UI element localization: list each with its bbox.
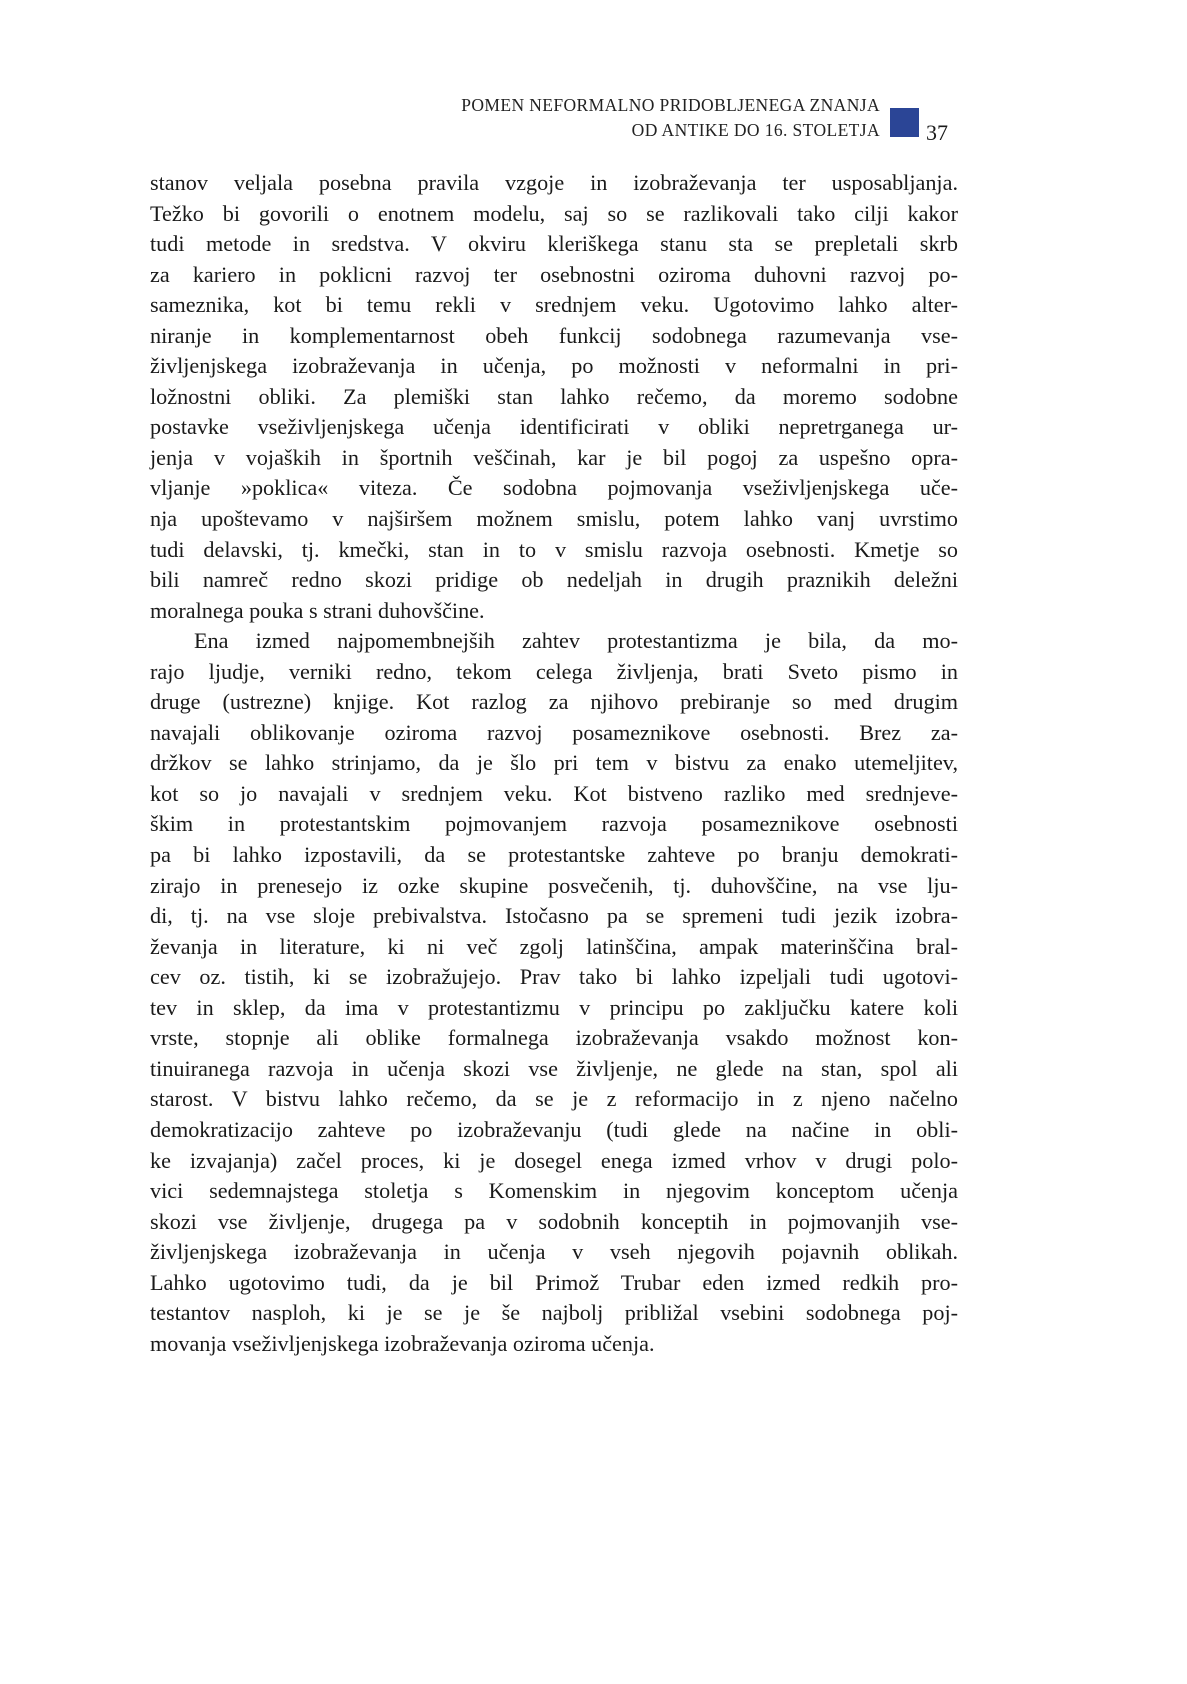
text-line: postavke vseživljenjskega učenja identificirati v obliki nepretrganega ur- — [150, 414, 958, 440]
text-line: ževanja in literature, ki ni več zgolj latinščina, ampak materinščina bral- — [150, 933, 958, 959]
text-line: navajali oblikovanje oziroma razvoj posameznikove osebnosti. Brez za- — [150, 719, 958, 745]
text-line: di, tj. na vse sloje prebivalstva. Istočasno pa se spremeni tudi jezik izobra- — [150, 903, 958, 929]
text-line: Ena izmed najpomembnejših zahtev protestantizma je bila, da mo- — [194, 628, 958, 654]
text-line: moralnega pouka s strani duhovščine. — [150, 597, 485, 623]
text-line: niranje in komplementarnost obeh funkcij sodobnega razumevanja vse- — [150, 322, 958, 348]
text-line: testantov nasploh, ki je se je še najbolj približal vsebini sodobnega poj- — [150, 1300, 958, 1326]
text-line: vljanje »poklica« viteza. Če sodobna pojmovanja vseživljenjskega uče- — [150, 475, 958, 501]
blue-square-marker-icon — [890, 108, 919, 137]
running-title-line1: POMEN NEFORMALNO PRIDOBLJENEGA ZNANJA — [461, 95, 880, 115]
text-line: Težko bi govorili o enotnem modelu, saj so se razlikovali tako cilji kakor — [150, 200, 958, 226]
text-line: ložnostni obliki. Za plemiški stan lahko rečemo, da moremo sodobne — [150, 383, 958, 409]
text-line: movanja vseživljenjskega izobraževanja oziroma učenja. — [150, 1330, 655, 1356]
text-line: nja upoštevamo v najširšem možnem smislu, potem lahko vanj uvrstimo — [150, 506, 958, 532]
text-line: cev oz. tistih, ki se izobražujejo. Prav tako bi lahko izpeljali tudi ugotovi- — [150, 964, 958, 990]
text-line: starost. V bistvu lahko rečemo, da se je z reformacijo in z njeno načelno — [150, 1086, 958, 1112]
text-line: jenja v vojaških in športnih veščinah, kar je bil pogoj za uspešno opra- — [150, 444, 958, 470]
text-line: demokratizacijo zahteve po izobraževanju (tudi glede na načine in obli- — [150, 1116, 958, 1142]
text-line: kot so jo navajali v srednjem veku. Kot bistveno razliko med srednjeve- — [150, 780, 958, 806]
text-line: vici sedemnajstega stoletja s Komenskim in njegovim konceptom učenja — [150, 1178, 958, 1204]
text-line: pa bi lahko izpostavili, da se protestantske zahteve po branju demokrati- — [150, 842, 958, 868]
text-line: druge (ustrezne) knjige. Kot razlog za njihovo prebiranje so med drugim — [150, 689, 958, 715]
text-line: bili namreč redno skozi pridige ob nedeljah in drugih praznikih deležni — [150, 567, 958, 593]
text-line: Lahko ugotovimo tudi, da je bil Primož Trubar eden izmed redkih pro- — [150, 1269, 958, 1295]
text-line: življenjskega izobraževanja in učenja v vseh njegovih pojavnih oblikah. — [150, 1239, 958, 1265]
text-line: rajo ljudje, verniki redno, tekom celega življenja, brati Sveto pismo in — [150, 658, 958, 684]
text-line: ke izvajanja) začel proces, ki je dosegel enega izmed vrhov v drugi polo- — [150, 1147, 958, 1173]
running-title-line2: OD ANTIKE DO 16. STOLETJA — [631, 120, 880, 140]
text-line: sameznika, kot bi temu rekli v srednjem veku. Ugotovimo lahko alter- — [150, 292, 958, 318]
running-head — [461, 93, 880, 143]
text-line: za kariero in poklicni razvoj ter osebnostni oziroma duhovni razvoj po- — [150, 261, 958, 287]
text-line: tudi delavski, tj. kmečki, stan in to v smislu razvoja osebnosti. Kmetje so — [150, 536, 958, 562]
text-line: držkov se lahko strinjamo, da je šlo pri tem v bistvu za enako utemeljitev, — [150, 750, 958, 776]
text-line: tev in sklep, da ima v protestantizmu v principu po zaključku katere koli — [150, 994, 958, 1020]
paragraph — [150, 626, 958, 1359]
text-line: škim in protestantskim pojmovanjem razvoja posameznikove osebnosti — [150, 811, 958, 837]
text-line: skozi vse življenje, drugega pa v sodobnih konceptih in pojmovanjih vse- — [150, 1208, 958, 1234]
text-line: tinuiranega razvoja in učenja skozi vse življenje, ne glede na stan, spol ali — [150, 1055, 958, 1081]
body-text — [150, 168, 958, 1359]
text-line: tudi metode in sredstva. V okviru kleriškega stanu sta se prepletali skrb — [150, 231, 958, 257]
text-line: vrste, stopnje ali oblike formalnega izobraževanja vsakdo možnost kon- — [150, 1025, 958, 1051]
text-line: življenjskega izobraževanja in učenja, po možnosti v neformalni in pri- — [150, 353, 958, 379]
text-line: zirajo in prenesejo iz ozke skupine posvečenih, tj. duhovščine, na vse lju- — [150, 872, 958, 898]
page-number: 37 — [926, 120, 948, 145]
text-line: stanov veljala posebna pravila vzgoje in izobraževanja ter usposabljanja. — [150, 170, 958, 195]
paragraph — [150, 168, 958, 626]
